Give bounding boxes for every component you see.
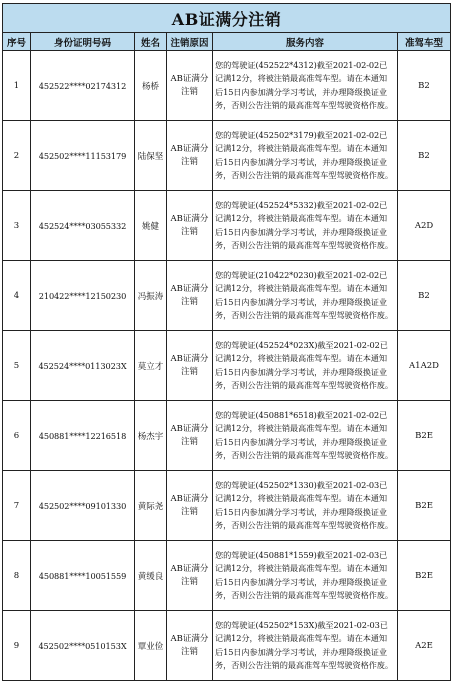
cell-reason: AB证满分注销 — [167, 541, 213, 611]
table-row — [3, 51, 451, 121]
cell-seq: 9 — [3, 611, 31, 681]
table-row — [3, 121, 451, 191]
notice-sheet — [2, 3, 450, 680]
cell-reason: AB证满分注销 — [167, 191, 213, 261]
cell-id-number: 210422****12150230 — [31, 261, 135, 331]
cell-seq: 6 — [3, 401, 31, 471]
cell-service-content: 您的驾驶证(450881*1559)截至2021-02-03已记满12分，将被注销最高准驾车型。请在本通知后15日内参加满分学习考试，并办理降级换证业务，否则公告注销的最高准驾车型驾驶资格作废。 — [213, 541, 398, 611]
cell-vehicle-class: B2 — [398, 121, 451, 191]
cell-vehicle-class: B2 — [398, 261, 451, 331]
cell-id-number: 452524****0113023X — [31, 331, 135, 401]
table-row — [3, 331, 451, 401]
table-title: AB证满分注销 — [3, 4, 451, 33]
cell-service-content: 您的驾驶证(452524*023X)截至2021-02-02已记满12分，将被注销最高准驾车型。请在本通知后15日内参加满分学习考试，并办理降级换证业务，否则公告注销的最高准驾车型驾驶资格作废。 — [213, 331, 398, 401]
cell-reason: AB证满分注销 — [167, 471, 213, 541]
cell-reason: AB证满分注销 — [167, 331, 213, 401]
cell-vehicle-class: B2E — [398, 471, 451, 541]
cell-seq: 1 — [3, 51, 31, 121]
cancellation-table — [2, 3, 451, 681]
header-seq: 序号 — [3, 33, 31, 51]
table-row — [3, 261, 451, 331]
cell-seq: 2 — [3, 121, 31, 191]
header-id: 身份证明号码 — [31, 33, 135, 51]
header-name: 姓名 — [135, 33, 167, 51]
cell-vehicle-class: A2E — [398, 611, 451, 681]
cell-seq: 3 — [3, 191, 31, 261]
cell-service-content: 您的驾驶证(452524*5332)截至2021-02-02已记满12分，将被注销最高准驾车型。请在本通知后15日内参加满分学习考试，并办理降级换证业务，否则公告注销的最高准驾车型驾驶资格作废。 — [213, 191, 398, 261]
cell-vehicle-class: A2D — [398, 191, 451, 261]
cell-reason: AB证满分注销 — [167, 121, 213, 191]
cell-seq: 8 — [3, 541, 31, 611]
cell-seq: 7 — [3, 471, 31, 541]
cell-id-number: 452502****09101330 — [31, 471, 135, 541]
cell-person-name: 陆保坚 — [135, 121, 167, 191]
cell-service-content: 您的驾驶证(450881*6518)截至2021-02-02已记满12分，将被注销最高准驾车型。请在本通知后15日内参加满分学习考试，并办理降级换证业务，否则公告注销的最高准驾车型驾驶资格作废。 — [213, 401, 398, 471]
cell-reason: AB证满分注销 — [167, 261, 213, 331]
cell-vehicle-class: A1A2D — [398, 331, 451, 401]
cell-person-name: 覃业俭 — [135, 611, 167, 681]
cell-service-content: 您的驾驶证(452502*3179)截至2021-02-02已记满12分，将被注销最高准驾车型。请在本通知后15日内参加满分学习考试，并办理降级换证业务，否则公告注销的最高准驾车型驾驶资格作废。 — [213, 121, 398, 191]
cell-person-name: 杨桥 — [135, 51, 167, 121]
cell-id-number: 452502****0510153X — [31, 611, 135, 681]
cell-id-number: 450881****10051559 — [31, 541, 135, 611]
cell-service-content: 您的驾驶证(452502*1330)截至2021-02-03已记满12分，将被注销最高准驾车型。请在本通知后15日内参加满分学习考试，并办理降级换证业务，否则公告注销的最高准驾车型驾驶资格作废。 — [213, 471, 398, 541]
header-content: 服务内容 — [213, 33, 398, 51]
cell-vehicle-class: B2 — [398, 51, 451, 121]
cell-person-name: 黄缓良 — [135, 541, 167, 611]
table-body — [3, 51, 451, 681]
cell-id-number: 452502****11153179 — [31, 121, 135, 191]
cell-person-name: 黄际尧 — [135, 471, 167, 541]
cell-id-number: 452522****02174312 — [31, 51, 135, 121]
cell-id-number: 450881****12216518 — [31, 401, 135, 471]
header-row — [3, 33, 451, 51]
table-row — [3, 471, 451, 541]
cell-seq: 5 — [3, 331, 31, 401]
cell-person-name: 莫立才 — [135, 331, 167, 401]
cell-service-content: 您的驾驶证(452522*4312)截至2021-02-02已记满12分，将被注销最高准驾车型。请在本通知后15日内参加满分学习考试，并办理降级换证业务，否则公告注销的最高准驾车型驾驶资格作废。 — [213, 51, 398, 121]
table-row — [3, 541, 451, 611]
header-reason: 注销原因 — [167, 33, 213, 51]
cell-person-name: 姚健 — [135, 191, 167, 261]
cell-seq: 4 — [3, 261, 31, 331]
cell-person-name: 杨杰宇 — [135, 401, 167, 471]
header-vehicle: 准驾车型 — [398, 33, 451, 51]
cell-service-content: 您的驾驶证(452502*153X)截至2021-02-03已记满12分，将被注销最高准驾车型。请在本通知后15日内参加满分学习考试，并办理降级换证业务，否则公告注销的最高准驾车型驾驶资格作废。 — [213, 611, 398, 681]
cell-reason: AB证满分注销 — [167, 401, 213, 471]
table-row — [3, 401, 451, 471]
cell-service-content: 您的驾驶证(210422*0230)截至2021-02-02已记满12分，将被注销最高准驾车型。请在本通知后15日内参加满分学习考试，并办理降级换证业务，否则公告注销的最高准驾车型驾驶资格作废。 — [213, 261, 398, 331]
cell-person-name: 冯振涛 — [135, 261, 167, 331]
cell-id-number: 452524****03055332 — [31, 191, 135, 261]
cell-reason: AB证满分注销 — [167, 611, 213, 681]
table-row — [3, 611, 451, 681]
cell-vehicle-class: B2E — [398, 541, 451, 611]
cell-vehicle-class: B2E — [398, 401, 451, 471]
table-row — [3, 191, 451, 261]
cell-reason: AB证满分注销 — [167, 51, 213, 121]
